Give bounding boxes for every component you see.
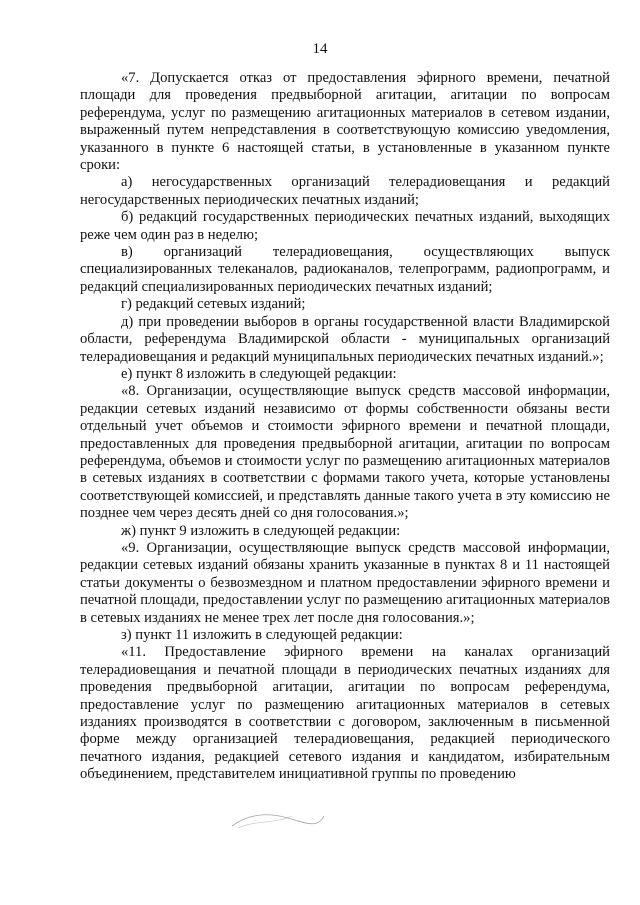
paragraph-item-11: «11. Предоставление эфирного времени на каналах организаций телерадиовещания и печатной площади в периодических печатных изданиях для проведения предвыборной агитации, агитации по вопросам референдума, предоставление услуг по размещению агитационных материалов в сетевых изданиях производятся в соответствии с договором, заключенным в письменной форме между организацией телерадиовещания, редакцией периодического печатного издания, редакцией сетевого издания и кандидатом, избирательным объединением, представителем инициативной группы по проведению [80,644,610,783]
page-number: 14 [312,41,328,57]
paragraph-amendment-zh: ж) пункт 9 изложить в следующей редакции: [121,522,401,539]
paragraph-item-8: «8. Организации, осуществляющие выпуск средств массовой информации, редакции сетевых изданий независимо от формы собственности обязаны вести отдельный учет объемов и стоимости эфирного времени и печатной площади, предоставленных для проведения предвыборной агитации, агитации по вопросам референдума, объемов и стоимости услуг по размещению агитационных материалов в сетевых изданиях в соответствии с формами такого учета, которые установлены соответствующей комиссией, и представлять данные такого учета в эту комиссию не позднее чем через десять дней со дня голосования.»; [80,383,610,522]
document-body [80,70,610,784]
paragraph-amendment-z: з) пункт 11 изложить в следующей редакции: [121,627,403,643]
paragraph-subitem-g: г) редакций сетевых изданий; [121,296,306,313]
paragraph-subitem-b: б) редакций государственных периодических печатных изданий, выходящих реже чем один раз в неделю; [80,209,610,243]
paragraph-item-9: «9. Организации, осуществляющие выпуск средств массовой информации, редакции сетевых изданий обязаны хранить указанные в пунктах 8 и 11 настоящей статьи документы о безвозмездном и платном предоставлении эфирного времени и печатной площади, предоставлении услуг по размещению агитационных материалов в сетевых изданиях не менее трех лет после дня голосования.»; [80,539,611,626]
ink-stamp-mark [228,808,328,832]
paragraph-item-7: «7. Допускается отказ от предоставления эфирного времени, печатной площади для проведения предвыборной агитации, агитации по вопросам референдума, услуг по размещению агитационных материалов в сетевом издании, выраженный путем непредставления в соответствующую комиссию уведомления, указанного в пункте 6 настоящей статьи, в установленные в указанном пункте сроки: [80,70,610,174]
paragraph-subitem-d: д) при проведении выборов в органы государственной власти Владимирской области, референдума Владимирской области - муниципальных организаций телерадиовещания и редакций муниципальных периодических печатных изданий.»; [80,313,610,365]
paragraph-subitem-v: в) организаций телерадиовещания, осуществляющих выпуск специализированных телеканалов, радиоканалов, телепрограмм, радиопрограмм, и редакций специализированных периодических печатных изданий; [80,244,610,295]
paragraph-subitem-a: а) негосударственных организаций телерадиовещания и редакций негосударственных периодических печатных изданий; [80,174,610,208]
paragraph-amendment-e: е) пункт 8 изложить в следующей редакции: [121,365,397,382]
